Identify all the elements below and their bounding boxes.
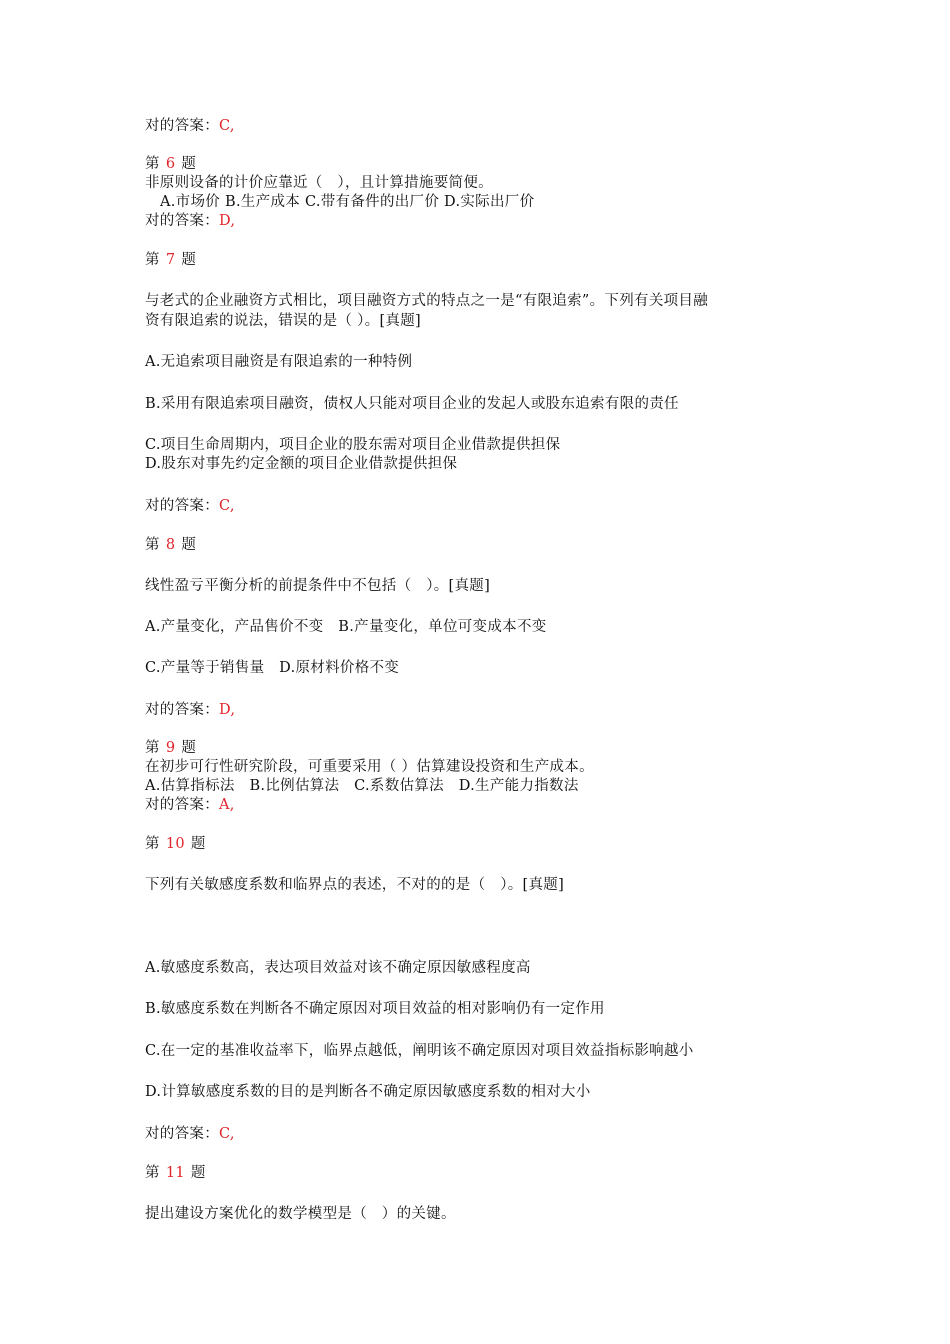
question-number: 7 [165,252,176,268]
option-10-b: B.敏感度系数在判断各不确定原因对项目效益的相对影响仍有一定作用 [145,1001,605,1017]
q-prefix: 第 [145,1165,160,1181]
answer-line-10 [145,1125,235,1144]
q-suffix: 题 [190,836,206,852]
option-10-a: A.敏感度系数高，表达项目效益对该不确定原因敏感程度高 [145,960,531,976]
question-number: 9 [165,740,176,756]
question-number: 10 [165,836,185,852]
option-7-a: A.无追索项目融资是有限追索的一种特例 [145,354,413,370]
q-prefix: 第 [145,740,160,756]
answer-label: 对的答案： [145,213,219,229]
answer-value: C, [219,1126,235,1142]
answer-label: 对的答案： [145,118,219,134]
q-suffix: 题 [181,537,197,553]
q-suffix: 题 [181,740,197,756]
question-heading-9 [145,739,196,758]
q-suffix: 题 [181,252,197,268]
answer-value: D, [219,702,236,718]
answer-value: D, [219,213,236,229]
option-10-d: D.计算敏感度系数的目的是判断各不确定原因敏感度系数的相对大小 [145,1084,591,1100]
answer-value: C, [219,498,235,514]
question-number: 6 [165,156,176,172]
question-heading-11 [145,1164,206,1183]
q-prefix: 第 [145,156,160,172]
answer-label: 对的答案： [145,1126,219,1142]
q-suffix: 题 [190,1165,206,1181]
question-stem-8: 线性盈亏平衡分析的前提条件中不包括（ ）。[真题] [145,578,491,594]
answer-line-8 [145,701,235,720]
question-stem-7-line1: 与老式的企业融资方式相比，项目融资方式的特点之一是“有限追索”。下列有关项目融 [145,293,709,309]
answer-label: 对的答案： [145,797,219,813]
option-7-b: B.采用有限追索项目融资，债权人只能对项目企业的发起人或股东追索有限的责任 [145,396,679,412]
answer-line [145,117,235,136]
option-7-d: D.股东对事先约定金额的项目企业借款提供担保 [145,456,458,472]
option-7-c: C.项目生命周期内，项目企业的股东需对项目企业借款提供担保 [145,437,561,453]
question-heading-8 [145,536,196,555]
answer-line-6 [145,212,235,231]
question-stem-7-line2: 资有限追索的说法，错误的是（ ）。[真题] [145,313,421,329]
q-prefix: 第 [145,836,160,852]
option-10-c: C.在一定的基准收益率下，临界点越低，阐明该不确定原因对项目效益指标影响越小 [145,1043,694,1059]
q-suffix: 题 [181,156,197,172]
answer-value: A, [219,797,235,813]
question-number: 11 [165,1165,185,1181]
option-8-cd: C.产量等于销售量 D.原材料价格不变 [145,660,400,676]
question-stem-11: 提出建设方案优化的数学模型是（ ）的关键。 [145,1206,456,1222]
answer-value: C, [219,118,235,134]
answer-label: 对的答案： [145,702,219,718]
answer-line-9 [145,796,235,815]
q-prefix: 第 [145,537,160,553]
question-heading-6 [145,155,196,174]
question-options-9: A.估算指标法 B.比例估算法 C.系数估算法 D.生产能力指数法 [145,778,579,794]
answer-line-7 [145,497,235,516]
question-heading-10 [145,835,206,854]
question-heading-7 [145,251,196,270]
question-options-6: A.市场价 B.生产成本 C.带有备件的出厂价 D.实际出厂价 [160,194,535,210]
question-number: 8 [165,537,176,553]
answer-label: 对的答案： [145,498,219,514]
question-stem-10: 下列有关敏感度系数和临界点的表述，不对的的是（ ）。[真题] [145,877,565,893]
q-prefix: 第 [145,252,160,268]
question-stem-9: 在初步可行性研究阶段，可重要采用（ ）估算建设投资和生产成本。 [145,759,594,775]
option-8-ab: A.产量变化，产品售价不变 B.产量变化，单位可变成本不变 [145,619,547,635]
question-stem-6: 非原则设备的计价应靠近（ ），且计算措施要简便。 [145,175,493,191]
